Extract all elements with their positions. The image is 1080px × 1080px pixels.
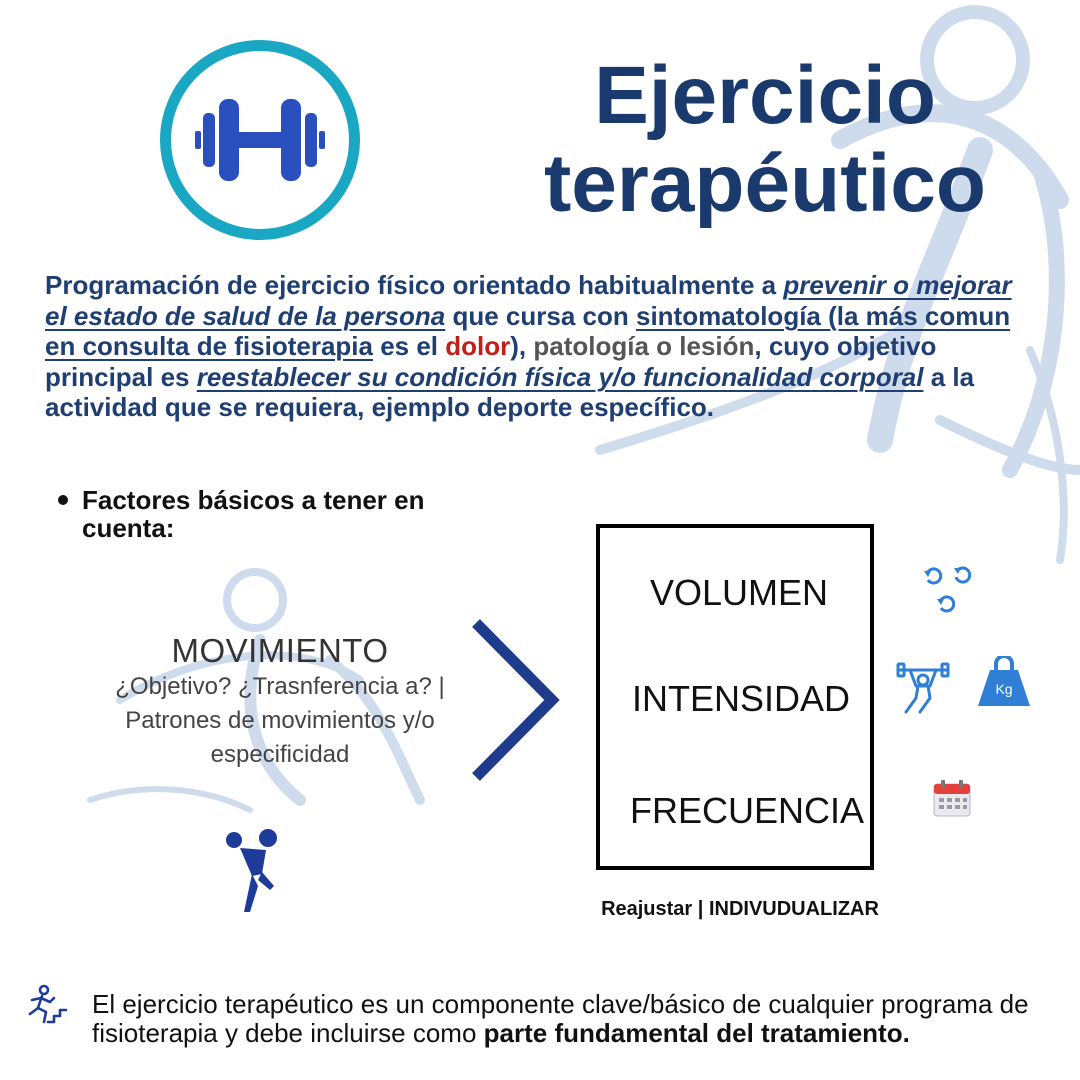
intro-text-2: que cursa con [445, 300, 636, 331]
variable-frequency: FRECUENCIA [629, 790, 865, 831]
movement-line-3: especificidad [210, 741, 350, 768]
factors-heading [58, 486, 458, 542]
intro-text-5: , cuyo objetivo principal es [45, 331, 937, 392]
intro-paragraph [45, 270, 1035, 423]
calendar-icon [932, 778, 972, 818]
footer-text: El ejercicio terapéutico es un componente clave/básico de cualquier programa de fisioterapia y debe incluirse como [92, 989, 1029, 1048]
dumbbell-icon [195, 95, 325, 185]
intro-emphasis-restore: reestablecer su condición física y/o funcionalidad corporal [196, 361, 924, 392]
footer-note [92, 990, 1067, 1048]
page-title [520, 52, 1010, 228]
weight-unit-label: Kg [995, 681, 1013, 697]
movement-line-1: ¿Objetivo? ¿Trasnferencia a? | [115, 673, 445, 700]
title-line-1: Ejercicio [594, 50, 936, 141]
chevron-right-icon [468, 615, 568, 785]
kettlebell-weight-icon [976, 656, 1032, 708]
movement-title: MOVIMIENTO [171, 632, 389, 669]
bullet-dot [58, 495, 68, 505]
intro-underline-symptoms: sintomatología (la más comun en consulta de fisioterapia [45, 300, 1011, 361]
repeat-arrows-icon [922, 562, 978, 614]
individualize-text: INDIVUDUALIZAR [708, 898, 879, 920]
movement-line-2: Patrones de movimientos y/o [125, 707, 435, 734]
stairs-runner-icon [24, 984, 68, 1026]
readjust-text: Reajustar | [601, 898, 709, 920]
title-line-2: terapéutico [544, 138, 986, 229]
factors-label: Factores básicos a tener en cuenta: [82, 485, 425, 543]
movement-block [60, 632, 500, 772]
intro-text-6: a la actividad que se requiera, ejemplo deporte específico. [45, 361, 975, 422]
intro-emphasis-prevent: prevenir o mejorar el estado de salud de la persona [45, 270, 1012, 331]
athlete-ball-icon [222, 828, 284, 912]
intro-text-3: es el [372, 331, 446, 361]
intro-text-1: Programación de ejercicio físico orientado habitualmente a [45, 270, 784, 300]
intro-pathology: patología o lesión [533, 331, 755, 361]
variable-volume: VOLUMEN [649, 572, 829, 613]
dumbbell-badge [160, 40, 360, 240]
variable-intensity: INTENSIDAD [631, 678, 851, 719]
readjust-label [560, 898, 920, 921]
intro-text-4: ), [510, 331, 534, 361]
training-variables-box [596, 524, 874, 870]
intro-highlight-pain: dolor [445, 331, 511, 361]
footer-bold-text: parte fundamental del tratamiento. [483, 1018, 910, 1048]
weightlifter-icon [896, 660, 950, 716]
